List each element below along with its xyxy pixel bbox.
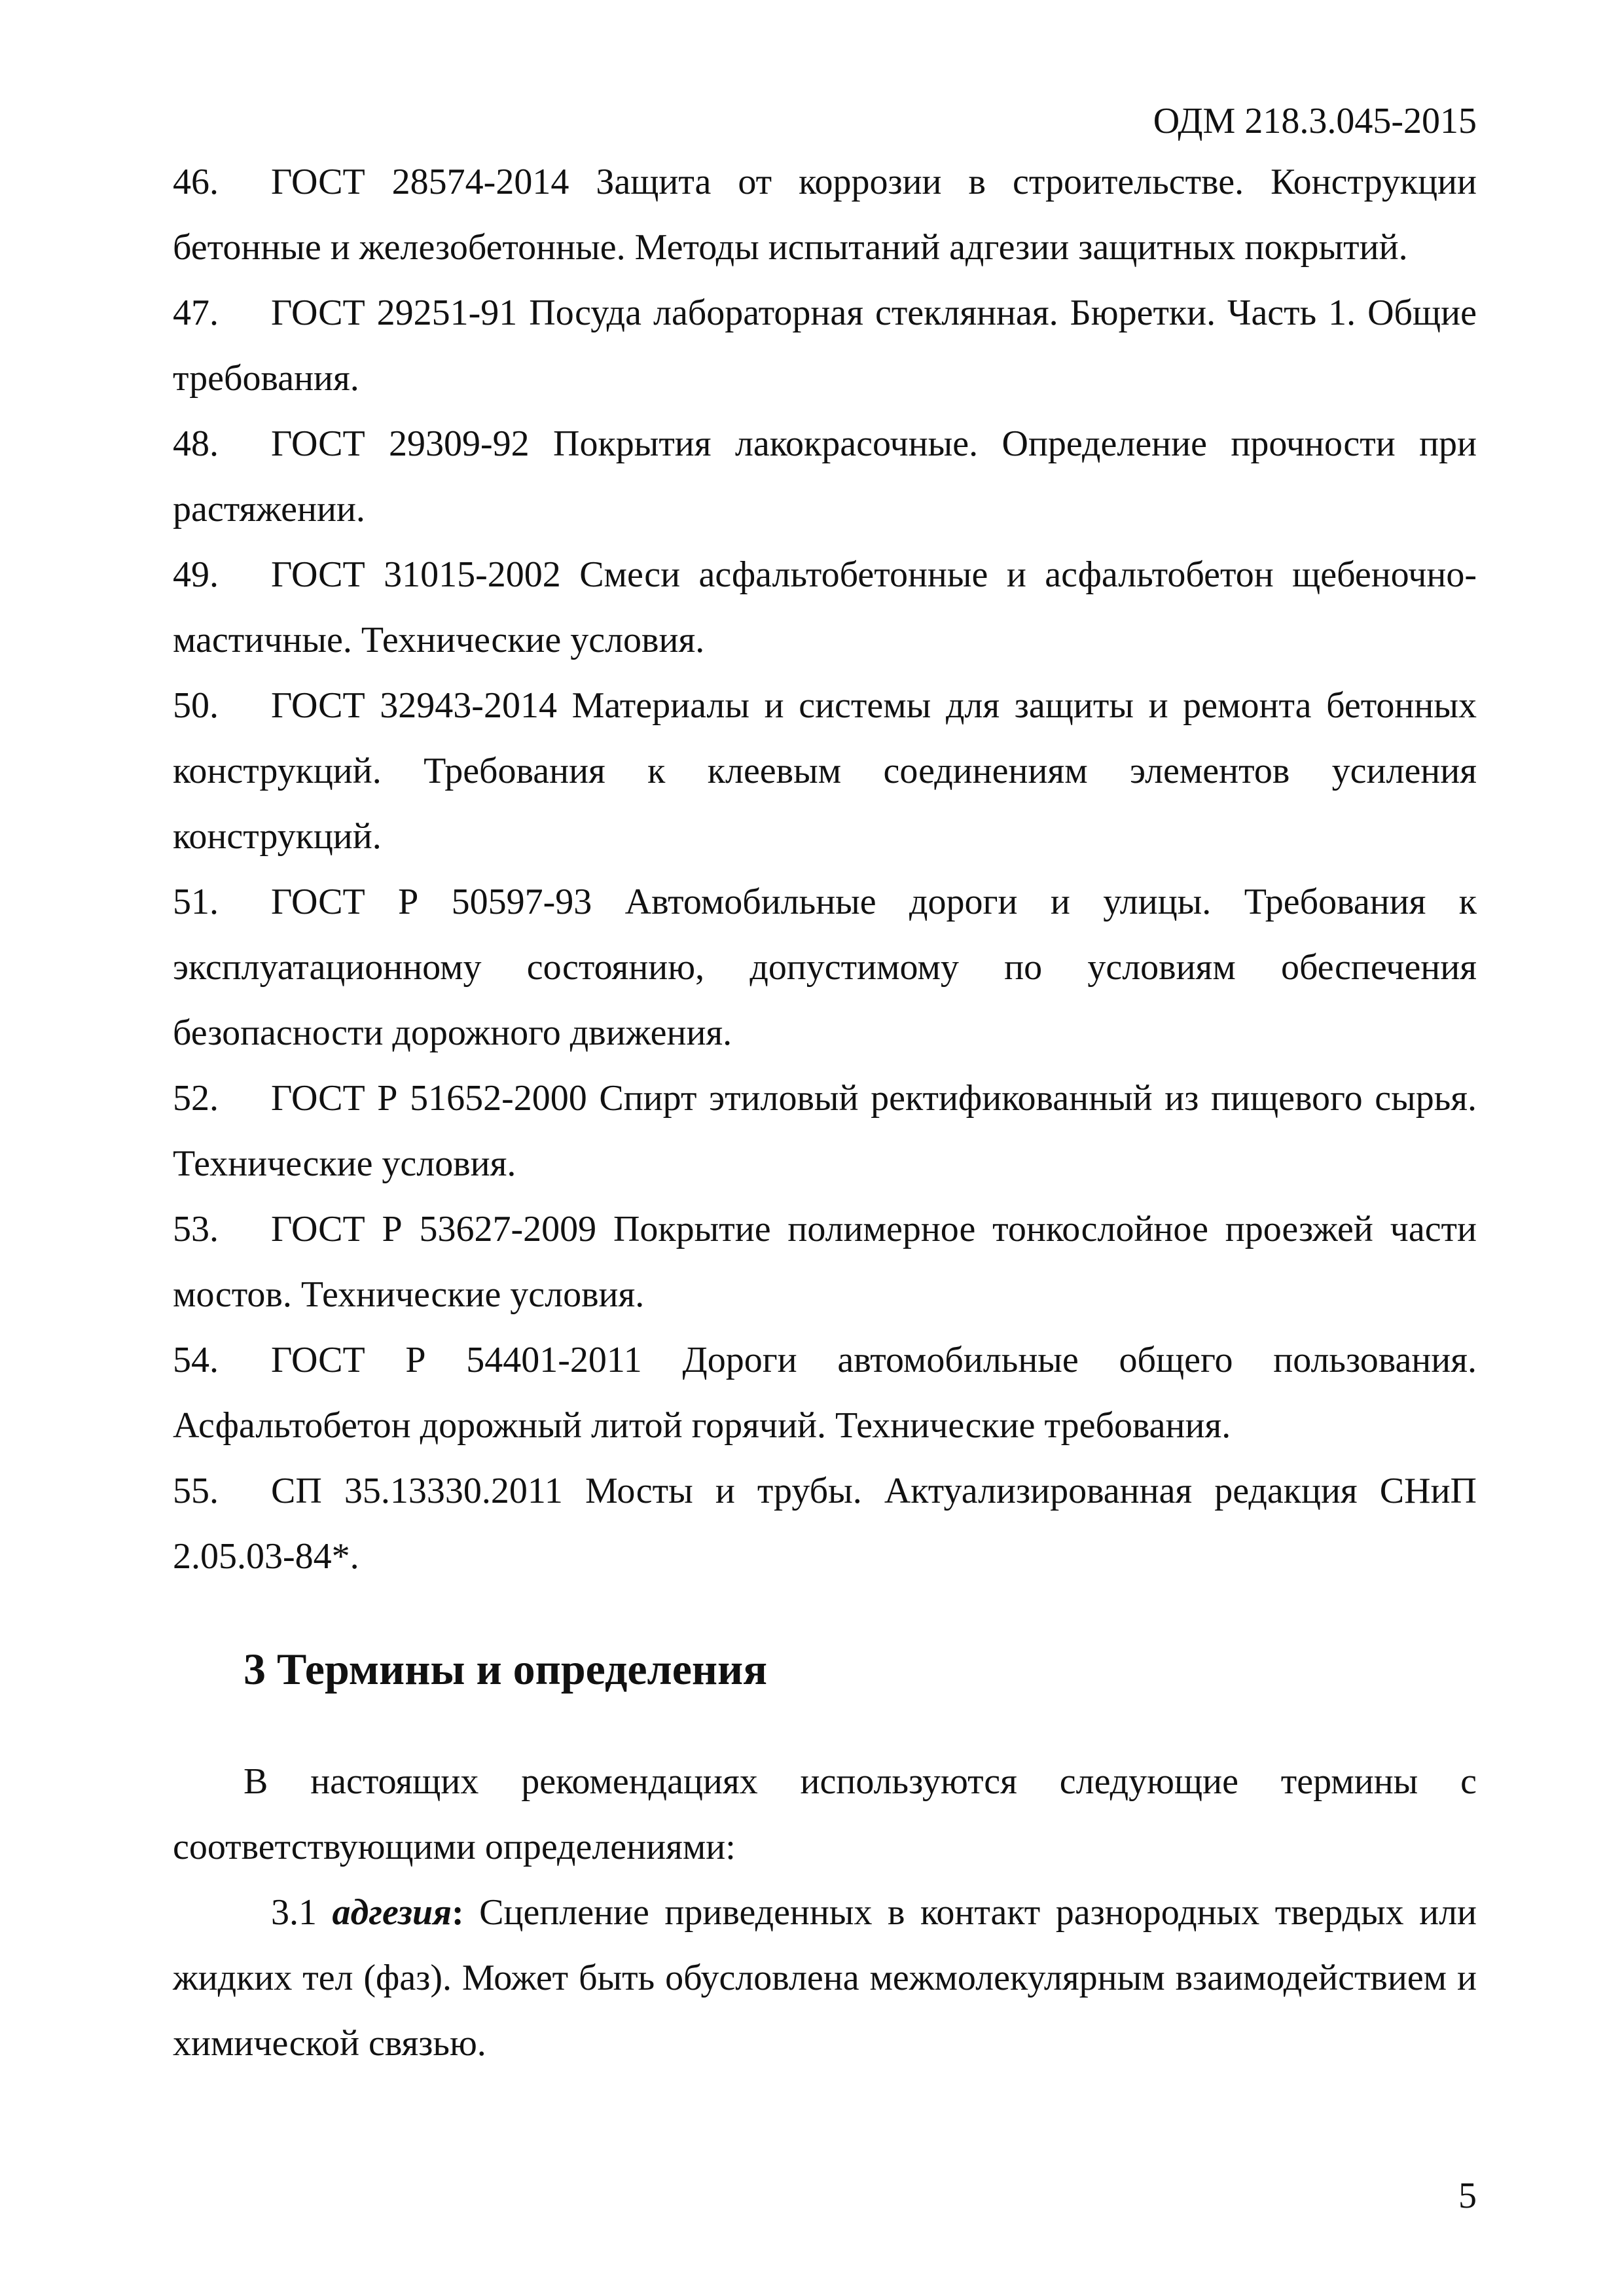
reference-number: 49. [173,554,219,595]
reference-text: ГОСТ 28574-2014 Защита от коррозии в строительстве. Конструкции бетонные и железобетонные. Методы испытаний адгезии защитных покрытий. [173,162,1477,268]
reference-number: 52. [173,1078,219,1119]
reference-item [173,280,1477,411]
reference-list [173,149,1477,1589]
term-number: 3.1 [271,1892,317,1933]
reference-item [173,673,1477,869]
reference-item [173,1327,1477,1458]
document-code: ОДМ 218.3.045-2015 [1153,101,1477,141]
term-definition-text: Сцепление приведенных в контакт разнородных твердых или жидких тел (фаз). Может быть обусловлена межмолекулярным взаимодействием и химической связью. [173,1892,1477,2064]
reference-number: 51. [173,882,219,922]
reference-number: 55. [173,1471,219,1511]
term-definition [173,1880,1477,2076]
reference-text: ГОСТ 31015-2002 Смеси асфальтобетонные и асфальтобетон щебеночно-мастичные. Технические условия. [173,554,1477,660]
reference-text: ГОСТ 29309-92 Покрытия лакокрасочные. Определение прочности при растяжении. [173,423,1477,529]
reference-text: ГОСТ 29251-91 Посуда лабораторная стеклянная. Бюретки. Часть 1. Общие требования. [173,293,1477,399]
reference-item [173,542,1477,673]
reference-item [173,869,1477,1066]
section-title: 3 Термины и определения [244,1644,768,1694]
reference-number: 48. [173,423,219,464]
page-number: 5 [1458,2176,1477,2216]
reference-text: СП 35.13330.2011 Мосты и трубы. Актуализированная редакция СНиП 2.05.03-84*. [173,1471,1477,1577]
reference-number: 46. [173,162,219,202]
reference-number: 47. [173,293,219,333]
reference-text: ГОСТ 32943-2014 Материалы и системы для защиты и ремонта бетонных конструкций. Требования к клеевым соединениям элементов усиления конструкций. [173,685,1477,857]
reference-item [173,411,1477,542]
reference-text: ГОСТ Р 54401-2011 Дороги автомобильные общего пользования. Асфальтобетон дорожный литой горячий. Технические требования. [173,1340,1477,1446]
reference-number: 53. [173,1209,219,1249]
term-colon: : [451,1892,464,1933]
reference-item [173,1066,1477,1196]
reference-item [173,1196,1477,1327]
reference-number: 50. [173,685,219,726]
reference-number: 54. [173,1340,219,1380]
reference-item [173,149,1477,280]
reference-text: ГОСТ Р 53627-2009 Покрытие полимерное тонкослойное проезжей части мостов. Технические условия. [173,1209,1477,1315]
reference-item [173,1458,1477,1589]
reference-text: ГОСТ Р 51652-2000 Спирт этиловый ректификованный из пищевого сырья. Технические условия. [173,1078,1477,1184]
reference-text: ГОСТ Р 50597-93 Автомобильные дороги и улицы. Требования к эксплуатационному состоянию, допустимому по условиям обеспечения безопасности дорожного движения. [173,882,1477,1053]
term-word: адгезия [332,1892,452,1933]
section-intro: В настоящих рекомендациях используются следующие термины с соответствующими определениями: [173,1761,1477,1867]
